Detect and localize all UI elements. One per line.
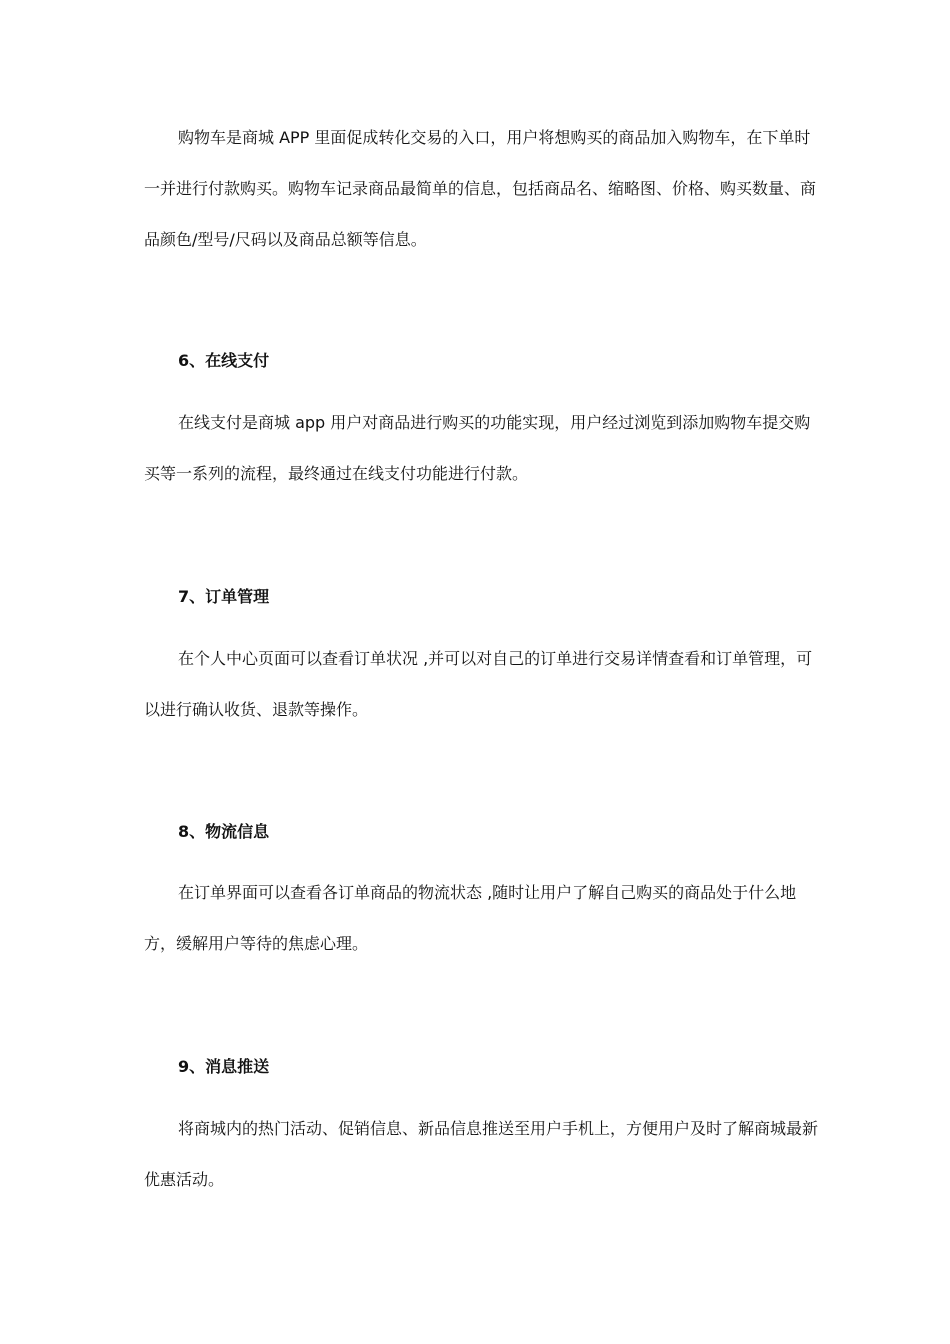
- section-heading-logistics: 8、物流信息: [178, 822, 270, 841]
- paragraph-push-notification: [144, 1103, 824, 1205]
- section-heading-push-notification: 9、消息推送: [178, 1057, 270, 1076]
- paragraph-online-payment: [144, 397, 824, 499]
- paragraph-shopping-cart: [144, 112, 824, 265]
- section-heading-order-management: 7、订单管理: [178, 587, 270, 606]
- paragraph-text: 购物车是商城 APP 里面促成转化交易的入口，用户将想购买的商品加入购物车，在下单时一并进行付款购买。购物车记录商品最简单的信息，包括商品名、缩略图、价格、购买数量、商品颜色/型号/尺码以及商品总额等信息。: [144, 128, 817, 249]
- paragraph-text: 在个人中心页面可以查看订单状况 ,并可以对自己的订单进行交易详情查看和订单管理，可以进行确认收货、退款等操作。: [144, 649, 813, 719]
- paragraph-logistics: [144, 867, 824, 969]
- section-heading-online-payment: 6、在线支付: [178, 351, 270, 370]
- paragraph-order-management: [144, 633, 824, 735]
- paragraph-text: 在订单界面可以查看各订单商品的物流状态 ,随时让用户了解自己购买的商品处于什么地方，缓解用户等待的焦虑心理。: [144, 883, 797, 953]
- paragraph-text: 在线支付是商城 app 用户对商品进行购买的功能实现，用户经过浏览到添加购物车提交购买等一系列的流程，最终通过在线支付功能进行付款。: [144, 413, 811, 483]
- paragraph-text: 将商城内的热门活动、促销信息、新品信息推送至用户手机上，方便用户及时了解商城最新优惠活动。: [144, 1119, 819, 1189]
